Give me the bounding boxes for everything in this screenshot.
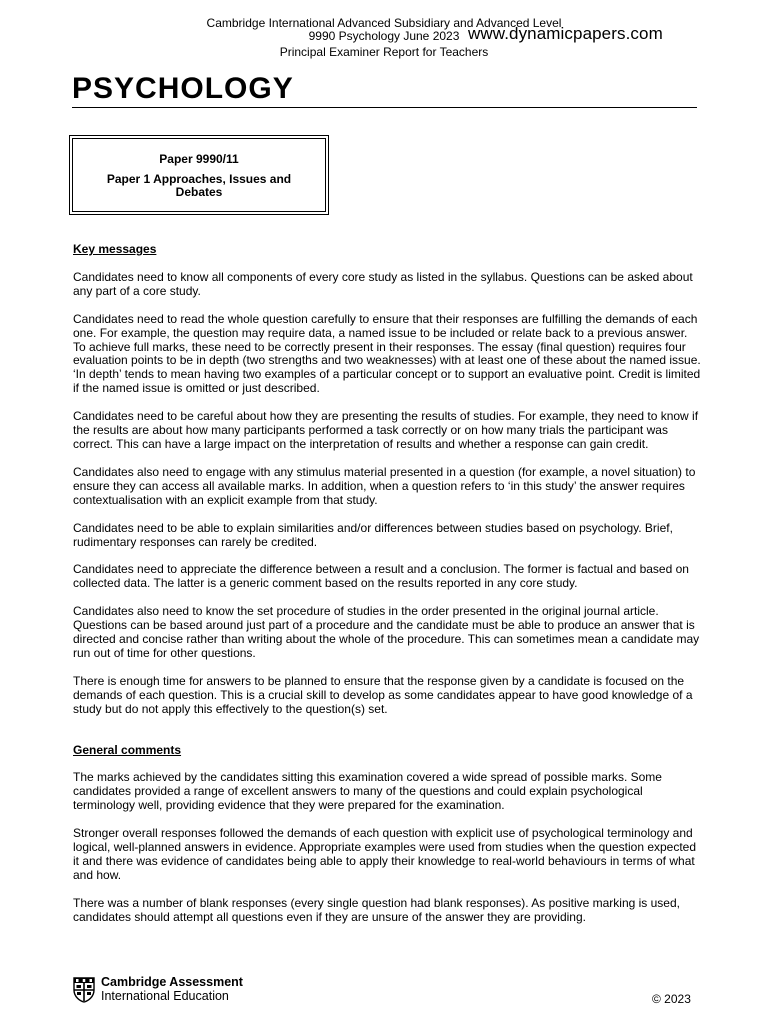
paper-title: Paper 1 Approaches, Issues and Debates — [106, 171, 292, 199]
key-message-paragraph: Candidates need to know all components of every core study as listed in the syllabus. Questions can be asked about any part of a core study. — [73, 269, 693, 298]
header-line-3: Principal Examiner Report for Teachers — [279, 45, 489, 59]
logo-line-2: International Education — [101, 988, 229, 1003]
copyright: © 2023 — [652, 992, 691, 1006]
header-line-1: Cambridge International Advanced Subsidiary and Advanced Level — [206, 16, 562, 30]
general-comment-paragraph: There was a number of blank responses (every single question had blank responses). As positive marking is used, candidates should attempt all questions even if they are unsure of the answer they are providing. — [73, 895, 680, 924]
key-message-paragraph: Candidates need to read the whole question carefully to ensure that their responses are fulfilling the demands of each one. For example, the question may require data, a named issue to be included or relate back to a previous answer. To achieve full marks, these need to be correctly present in their responses. The essay (final question) requires four evaluation points to be in depth (two strengths and two weaknesses) with at least one of these about the named issue. ‘In depth’ tends to mean having two examples of a particular concept or to support an evaluative point. Credit is limited if the named issue is omitted or just described. — [73, 311, 701, 396]
key-message-paragraph: There is enough time for answers to be planned to ensure that the response given by a candidate is focused on the demands of each question. This is a crucial skill to develop as some candidates appear to have good knowledge of a study but do not apply this effectively to the question(s) set. — [73, 673, 693, 716]
paper-number: Paper 9990/11 — [159, 152, 239, 166]
logo-line-1: Cambridge Assessment — [101, 975, 243, 989]
general-comment-paragraph: Stronger overall responses followed the demands of each question with explicit use of psychological terminology and logical, well-planned answers in evidence. Appropriate examples were used from studies when the question expected it and there was evidence of candidates being able to apply their knowledge to real-world behaviours in terms of what and how. — [73, 826, 697, 882]
report-body — [73, 243, 701, 939]
cambridge-logo — [73, 976, 243, 1003]
general-comment-paragraph: The marks achieved by the candidates sitting this examination covered a wide spread of possible marks. Some candidates provided a range of excellent answers to many of the questions and could explain psychological terminology well, providing evidence that they were prepared for the examination. — [73, 770, 662, 813]
paper-box — [72, 138, 326, 212]
general-comments-heading: General comments — [73, 742, 182, 757]
title-rule — [72, 107, 697, 108]
page-title: PSYCHOLOGY — [72, 72, 294, 105]
key-message-paragraph: Candidates need to be careful about how they are presenting the results of studies. For example, they need to know if the results are about how many participants performed a task correctly or on how many trials the participant was correct. This can have a large impact on the interpretation of results and whether a response can gain credit. — [73, 409, 699, 451]
key-message-paragraph: Candidates need to be able to explain similarities and/or differences between studies based on psychology. Brief, rudimentary responses can rarely be credited. — [73, 520, 673, 549]
key-message-paragraph: Candidates need to appreciate the difference between a result and a conclusion. The former is factual and based on collected data. The latter is a generic comment based on the results reported in any core study. — [73, 562, 689, 591]
header-line-2: 9990 Psychology June 2023 — [308, 29, 460, 43]
crest-icon — [73, 977, 95, 1003]
key-messages-heading: Key messages — [73, 242, 157, 256]
watermark-url: www.dynamicpapers.com — [468, 24, 663, 43]
key-message-paragraph: Candidates also need to know the set procedure of studies in the order presented in the original journal article. Questions can be based around just part of a procedure and the candidate must be able to produce an answer that is directed and concise rather than writing about the whole of the procedure. This can sometimes mean a candidate may run out of time for other questions. — [73, 604, 700, 660]
key-message-paragraph: Candidates also need to engage with any stimulus material presented in a question (for example, a novel situation) to ensure they can access all available marks. In addition, when a question refers to ‘in this study’ the answer requires contextualisation with an explicit example from that study. — [73, 464, 696, 507]
